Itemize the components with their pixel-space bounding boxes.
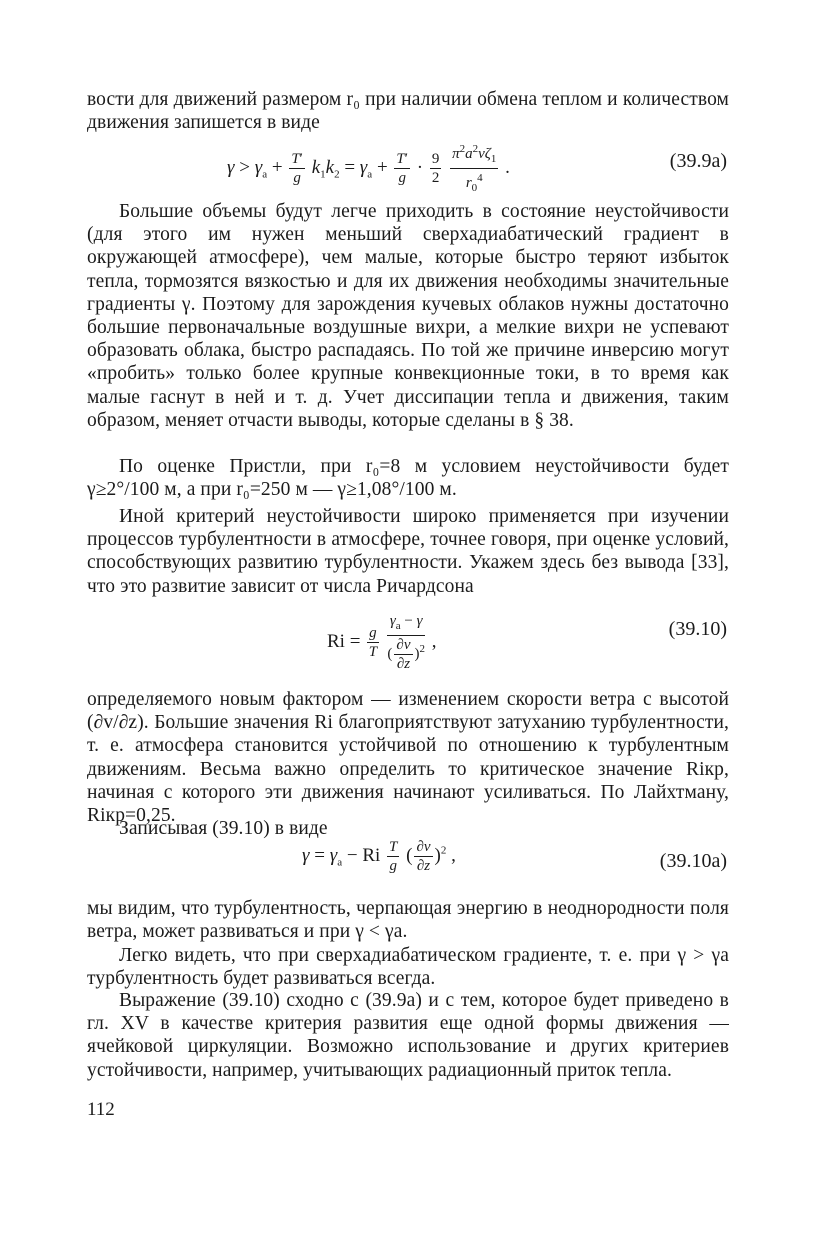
equation-39-10a <box>87 838 729 898</box>
equation-39-10 <box>87 612 729 682</box>
paragraph-priestley: По оценке Пристли, при r₀=8 м условием неустойчивости будет γ≥2°/100 м, а при r₀=250 м — γ≥1,08°/100 м. <box>87 456 729 501</box>
equation-39-10-body: Ri = $\frac{g}{T}$ $\gamma_a - \gamma$ ( $\frac{\partial v}{\partial z}$ )$^2$ , <box>327 613 437 672</box>
page-number: 112 <box>87 1099 115 1120</box>
paragraph-we-see: мы видим, что турбулентность, черпающая энергию в неоднородности поля ветра, может развиваться и при γ < γa. <box>87 898 729 943</box>
equation-39-10a-body: $\gamma = \gamma_a - Ri$ $\frac{T}{g}$ ( $\frac{\partial v}{\partial z}$ )$^2$ , <box>302 839 456 874</box>
paragraph-writing: Записывая (39.10) в виде <box>119 818 328 839</box>
paragraph-defined-by: определяемого новым фактором — изменением скорости ветра с высотой (∂v/∂z). Большие значения Ri благоприятствуют затуханию турбулентности, т. е. атмосфера становится устойчивой по отношению к турбулентным движениям. Весьма важно определить то критическое значение Riкр, начиная с которого эти движения начинают усиливаться. По Лайхтману, Riкр=0,25. <box>87 689 729 827</box>
paragraph-expression: Выражение (39.10) сходно с (39.9а) и с тем, которое будет приведено в гл. XV в качестве критерия развития еще одной формы движения — ячейковой циркуляции. Возможно использование и других критериев устойчивости, например, учитывающих радиационный приток тепла. <box>87 990 729 1081</box>
equation-number: (39.10) <box>668 618 727 640</box>
paragraph-easy-to-see: Легко видеть, что при сверхадиабатическом градиенте, т. е. при γ > γa турбулентность будет развиваться всегда. <box>87 945 729 990</box>
equation-number: (39.10а) <box>659 850 727 872</box>
paragraph-other-criterion: Иной критерий неустойчивости широко применяется при изучении процессов турбулентности в атмосфере, точнее говоря, при оценке условий, способствующих развитию турбулентности. Укажем здесь без вывода [33], что это развитие зависит от числа Ричардсона <box>87 506 729 597</box>
paragraph-intro: вости для движений размером r₀ при наличии обмена теплом и количеством движения запишется в виде <box>87 89 729 134</box>
equation-39-9a-body: $\gamma > \gamma_a$ + $\frac{T'}{g}$ $k_1k_2 = \gamma_a$ + $\frac{T'}{g}$ · $\frac{9}{2}$ $\frac{\pi^2a^2\nu\zeta_1}{r_0^4}$ . <box>227 140 510 197</box>
paragraph-large-volumes: Большие объемы будут легче приходить в состояние неустойчивости (для этого им нужен меньший сверхадиабатический градиент в окружающей атмосфере), чем малые, которые быстро теряют избыток тепла, тормозятся вязкостью и для их движения необходимы значительные градиенты γ. Поэтому для зарождения кучевых облаков нужны достаточно большие первоначальные воздушные вихри, а мелкие вихри не успевают образовать облака, быстро распадаясь. По той же причине инверсию могут «пробить» только более крупные конвекционные токи, в то время как малые гаснут в ней и т. д. Учет диссипации тепла и движения, таким образом, меняет отчасти выводы, которые сделаны в § 38. <box>87 201 729 431</box>
equation-39-9a <box>87 140 729 200</box>
equation-number: (39.9а) <box>669 150 727 172</box>
